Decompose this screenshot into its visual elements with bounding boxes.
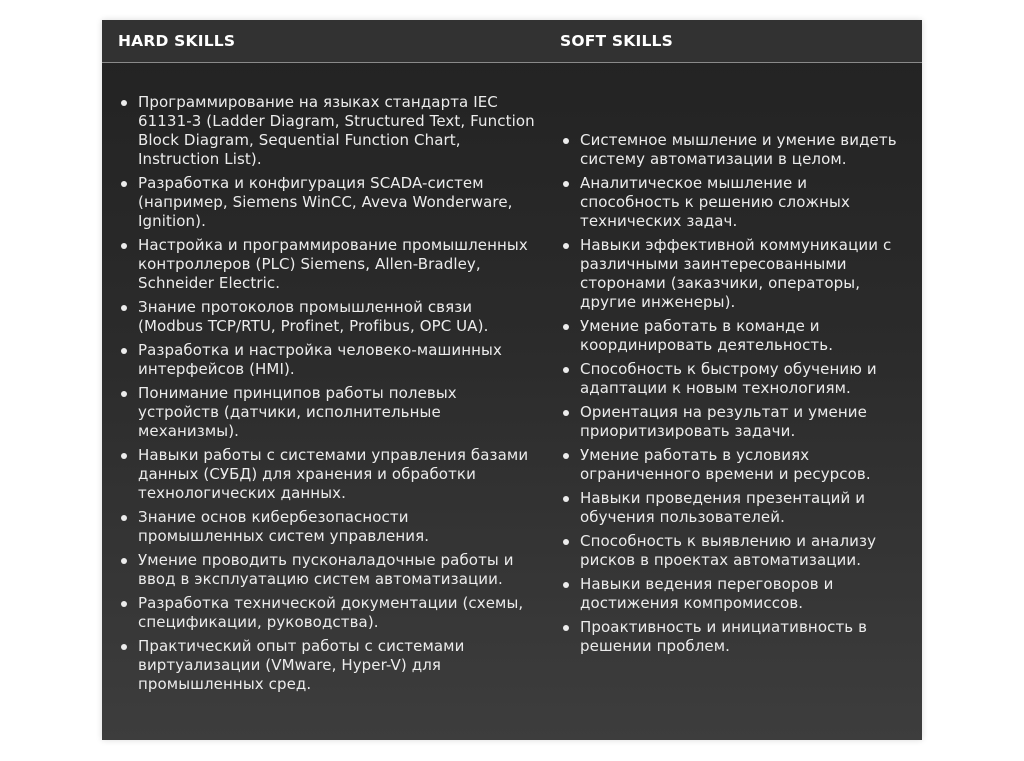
bullet-icon [563,181,569,187]
list-item [118,637,538,694]
soft-skill-text: Ориентация на результат и умение приоритизировать задачи. [580,403,867,440]
soft-skill-text: Умение работать в команде и координировать деятельность. [580,317,834,354]
bullet-icon [121,453,127,459]
bullet-icon [121,644,127,650]
soft-skill-text: Способность к быстрому обучению и адаптации к новым технологиям. [580,360,877,397]
bullet-icon [563,243,569,249]
list-item [118,384,538,441]
hard-skills-heading: HARD SKILLS [118,32,236,50]
bullet-icon [563,410,569,416]
hard-skill-text: Разработка технической документации (схемы, спецификации, руководства). [138,594,524,631]
list-item [560,317,905,355]
bullet-icon [563,453,569,459]
hard-skill-text: Программирование на языках стандарта IEC 61131-3 (Ladder Diagram, Structured Text, Function Block Diagram, Sequential Function Chart, Instruction List). [138,93,535,168]
bullet-icon [121,243,127,249]
hard-skill-text: Умение проводить пусконаладочные работы и ввод в эксплуатацию систем автоматизации. [138,551,514,588]
bullet-icon [121,305,127,311]
list-item [118,236,538,293]
bullet-icon [121,100,127,106]
list-item [560,174,905,231]
soft-skill-text: Навыки эффективной коммуникации с различными заинтересованными сторонами (заказчики, операторы, другие инженеры). [580,236,892,311]
hard-skill-text: Настройка и программирование промышленных контроллеров (PLC) Siemens, Allen-Bradley, Schneider Electric. [138,236,528,292]
soft-skills-list [560,131,905,661]
hard-skill-text: Практический опыт работы с системами виртуализации (VMware, Hyper-V) для промышленных сред. [138,637,465,693]
skills-table [102,20,922,740]
soft-skill-text: Умение работать в условиях ограниченного времени и ресурсов. [580,446,871,483]
list-item [560,575,905,613]
list-item [560,532,905,570]
bullet-icon [563,582,569,588]
list-item [560,618,905,656]
bullet-icon [121,515,127,521]
soft-skill-text: Навыки ведения переговоров и достижения компромиссов. [580,575,834,612]
bullet-icon [563,496,569,502]
bullet-icon [563,539,569,545]
bullet-icon [563,138,569,144]
list-item [560,403,905,441]
hard-skill-text: Понимание принципов работы полевых устройств (датчики, исполнительные механизмы). [138,384,457,440]
hard-skill-text: Разработка и конфигурация SCADA-систем (например, Siemens WinCC, Aveva Wonderware, Ignition). [138,174,513,230]
list-item [560,131,905,169]
hard-skill-text: Разработка и настройка человеко-машинных интерфейсов (HMI). [138,341,502,378]
hard-skills-list [118,93,538,699]
bullet-icon [121,348,127,354]
soft-skill-text: Способность к выявлению и анализу рисков в проектах автоматизации. [580,532,877,569]
list-item [560,236,905,312]
list-item [118,298,538,336]
bullet-icon [121,181,127,187]
hard-skill-text: Знание протоколов промышленной связи (Modbus TCP/RTU, Profinet, Profibus, OPC UA). [138,298,489,335]
list-item [118,446,538,503]
hard-skill-text: Знание основ кибербезопасности промышленных систем управления. [138,508,430,545]
bullet-icon [121,601,127,607]
soft-skill-text: Навыки проведения презентаций и обучения пользователей. [580,489,866,526]
bullet-icon [563,324,569,330]
soft-skills-heading: SOFT SKILLS [560,32,673,50]
list-item [560,489,905,527]
list-item [118,508,538,546]
list-item [118,174,538,231]
list-item [560,446,905,484]
bullet-icon [121,558,127,564]
list-item [118,341,538,379]
hard-skill-text: Навыки работы с системами управления базами данных (СУБД) для хранения и обработки технологических данных. [138,446,529,502]
list-item [118,594,538,632]
soft-skill-text: Аналитическое мышление и способность к решению сложных технических задач. [580,174,850,230]
list-item [118,93,538,169]
list-item [118,551,538,589]
soft-skill-text: Проактивность и инициативность в решении проблем. [580,618,868,655]
table-header [102,20,922,63]
bullet-icon [563,367,569,373]
bullet-icon [121,391,127,397]
list-item [560,360,905,398]
bullet-icon [563,625,569,631]
soft-skill-text: Системное мышление и умение видеть систему автоматизации в целом. [580,131,897,168]
